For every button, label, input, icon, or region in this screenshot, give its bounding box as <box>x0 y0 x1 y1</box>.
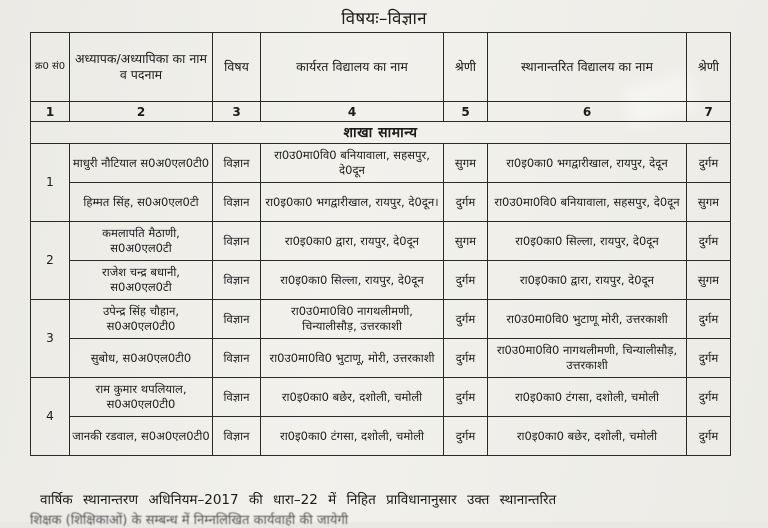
footer-paragraph-cutoff: शिक्षक (शिक्षिकाओं) के सम्बन्ध में निम्नलिखित कार्यवाही की जायेगी <box>30 513 349 528</box>
new-school: रा0उ0मा0वि0 भुटाणू मोरी, उत्तरकाशी <box>488 300 687 339</box>
header-row <box>31 33 731 102</box>
subject-cell: विज्ञान <box>213 261 261 300</box>
new-school: रा0उ0मा0वि0 बनियावाला, सहसपुर, दे0दून <box>488 183 687 222</box>
teacher-name: सुबोध, स0अ0एल0टी0 <box>70 339 213 378</box>
new-category: सुगम <box>687 183 731 222</box>
teacher-name: राजेश चन्द्र बधानी, स0अ0एल0टी <box>70 261 213 300</box>
header-serial: क्र0 सं0 <box>31 33 70 102</box>
new-school: रा0इ0का0 बछेर, दशोली, चमोली <box>488 417 687 456</box>
new-school: रा0इ0का0 सिल्ला, रायपुर, दे0दून <box>488 222 687 261</box>
subject-cell: विज्ञान <box>213 144 261 183</box>
teacher-name: उपेन्द्र सिंह चौहान, स0अ0एल0टी0 <box>70 300 213 339</box>
subject-cell: विज्ञान <box>213 183 261 222</box>
current-category: दुर्गम <box>444 183 488 222</box>
transfer-table <box>30 32 731 456</box>
table-row <box>31 261 731 300</box>
teacher-name: माधुरी नौटियाल स0अ0एल0टी0 <box>70 144 213 183</box>
teacher-name: हिम्मत सिंह, स0अ0एल0टी <box>70 183 213 222</box>
subject-cell: विज्ञान <box>213 417 261 456</box>
column-number: 6 <box>488 102 687 122</box>
header-current-school: कार्यरत विद्यालय का नाम <box>261 33 444 102</box>
new-category: दुर्गम <box>687 300 731 339</box>
table-row <box>31 417 731 456</box>
header-teacher-name: अध्यापक/अध्यापिका का नाम व पदनाम <box>70 33 213 102</box>
serial-number: 3 <box>31 300 70 378</box>
section-row <box>31 122 731 144</box>
table-row <box>31 300 731 339</box>
table-row <box>31 339 731 378</box>
header-transferred-school: स्थानान्तरित विद्यालय का नाम <box>488 33 687 102</box>
header-category: श्रेणी <box>444 33 488 102</box>
current-school: रा0इ0का0 भगद्वारीखाल, रायपुर, दे0दून। <box>261 183 444 222</box>
new-category: दुर्गम <box>687 222 731 261</box>
new-category: सुगम <box>687 261 731 300</box>
serial-number: 1 <box>31 144 70 222</box>
header-subject: विषय <box>213 33 261 102</box>
table-row <box>31 144 731 183</box>
new-school: रा0इ0का0 द्वारा, रायपुर, दे0दून <box>488 261 687 300</box>
column-number: 5 <box>444 102 488 122</box>
column-number: 3 <box>213 102 261 122</box>
column-number-row <box>31 102 731 122</box>
new-school: रा0इ0का0 भगद्वारीखाल, रायपुर, देदून <box>488 144 687 183</box>
current-category: दुर्गम <box>444 417 488 456</box>
column-number: 1 <box>31 102 70 122</box>
column-number: 7 <box>687 102 731 122</box>
new-category: दुर्गम <box>687 417 731 456</box>
teacher-name: जानकी रडवाल, स0अ0एल0टी0 <box>70 417 213 456</box>
current-school: रा0उ0मा0वि0 बनियावाला, सहसपुर, दे0दून <box>261 144 444 183</box>
current-category: सुगम <box>444 144 488 183</box>
header-new-category: श्रेणी <box>687 33 731 102</box>
current-category: सुगम <box>444 222 488 261</box>
teacher-name: कमलापति मैठाणी, स0अ0एल0टी <box>70 222 213 261</box>
subject-cell: विज्ञान <box>213 222 261 261</box>
current-category: दुर्गम <box>444 261 488 300</box>
new-category: दुर्गम <box>687 144 731 183</box>
subject-cell: विज्ञान <box>213 378 261 417</box>
current-category: दुर्गम <box>444 300 488 339</box>
new-school: रा0उ0मा0वि0 नागथलीमणी, चिन्यालीसौड़, उत्तरकाशी <box>488 339 687 378</box>
current-school: रा0उ0मा0वि0 भुटाणू, मोरी, उत्तरकाशी <box>261 339 444 378</box>
current-category: दुर्गम <box>444 339 488 378</box>
subject-title: विषयः–विज्ञान <box>341 9 427 29</box>
current-school: रा0इ0का0 द्वारा, रायपुर, दे0दून <box>261 222 444 261</box>
subject-cell: विज्ञान <box>213 339 261 378</box>
table-row <box>31 222 731 261</box>
current-category: दुर्गम <box>444 378 488 417</box>
current-school: रा0इ0का0 टंगसा, दशोली, चमोली <box>261 417 444 456</box>
table-row <box>31 378 731 417</box>
current-school: रा0इ0का0 सिल्ला, रायपुर, दे0दून <box>261 261 444 300</box>
new-category: दुर्गम <box>687 339 731 378</box>
serial-number: 2 <box>31 222 70 300</box>
teacher-name: राम कुमार थपलियाल, स0अ0एल0टी0 <box>70 378 213 417</box>
footer-paragraph: वार्षिक स्थानान्तरण अधिनियम–2017 की धारा–22 में निहित प्राविधानानुसार उक्त स्थानान्तरित <box>40 492 557 508</box>
column-number: 2 <box>70 102 213 122</box>
column-number: 4 <box>261 102 444 122</box>
new-category: दुर्गम <box>687 378 731 417</box>
table-row <box>31 183 731 222</box>
new-school: रा0इ0का0 टंगसा, दशोली, चमोली <box>488 378 687 417</box>
section-title: शाखा सामान्य <box>31 122 731 144</box>
serial-number: 4 <box>31 378 70 456</box>
current-school: रा0इ0का0 बछेर, दशोली, चमोली <box>261 378 444 417</box>
subject-cell: विज्ञान <box>213 300 261 339</box>
current-school: रा0उ0मा0वि0 नागथलीमणी, चिन्यालीसौड़, उत्तरकाशी <box>261 300 444 339</box>
